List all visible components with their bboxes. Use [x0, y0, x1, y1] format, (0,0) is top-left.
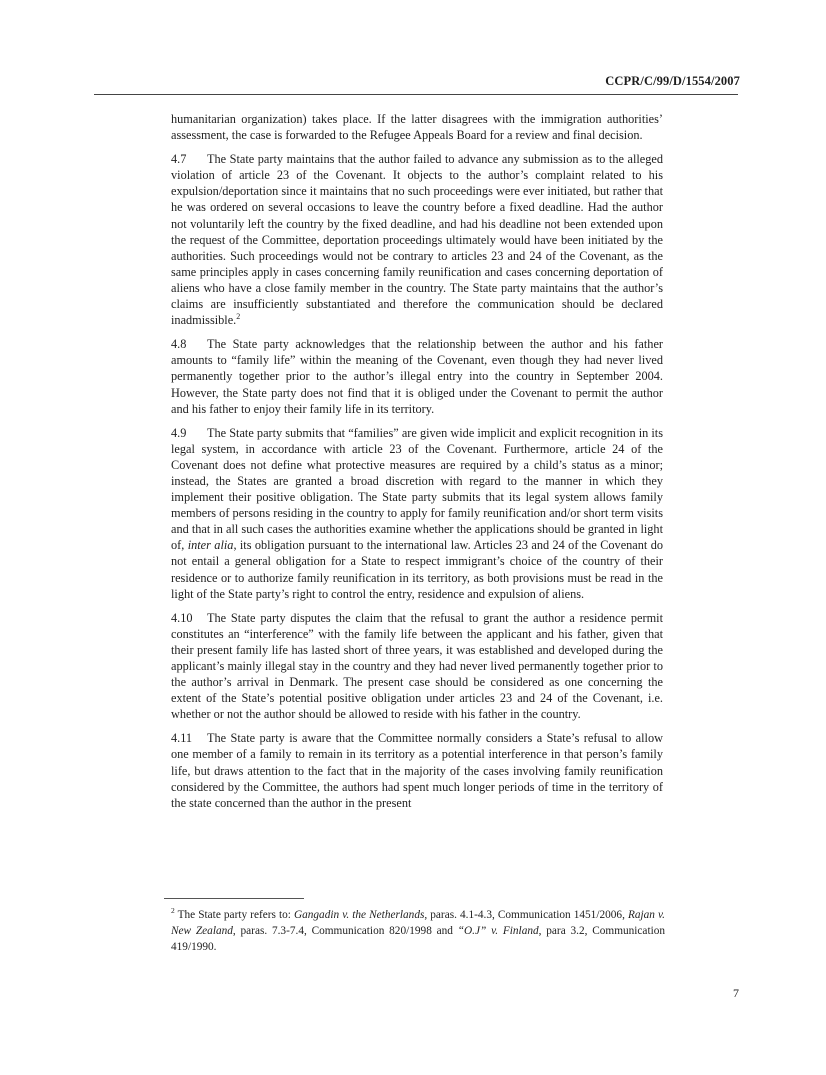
paragraph-number: 4.8: [171, 337, 187, 352]
paragraph-4-9: [171, 425, 663, 602]
paragraph-text: humanitarian organization) takes place. If the latter disagrees with the immigration authorities’ assessment, the case is forwarded to the Refugee Appeals Board for a review and final decision.: [171, 112, 663, 143]
page-number: 7: [733, 986, 739, 1000]
paragraph-text-italic: inter alia: [187, 538, 234, 553]
paragraph-number: 4.11: [171, 731, 193, 746]
paragraph-4-11: [171, 730, 663, 810]
document-symbol: CCPR/C/99/D/1554/2007: [605, 74, 740, 88]
footnote-number: 2: [171, 906, 175, 916]
paragraph-4-10: [171, 610, 663, 723]
paragraph-text: The State party acknowledges that the relationship between the author and his father amounts to “family life” within the meaning of the Covenant, even though they had never lived permanently together prior to the author’s illegal entry into the country in September 2004. However, the State party does not find that it is obliged under the Covenant to permit the author and his father to enjoy their family life in its territory.: [171, 337, 663, 416]
paragraph-number: 4.10: [171, 610, 193, 625]
paragraph-number: 4.9: [171, 425, 187, 440]
paragraph-text: The State party maintains that the author failed to advance any submission as to the alleged violation of article 23 of the Covenant. It objects to the author’s complaint related to his expulsion/deportation since it maintains that no such proceedings were ever initiated, but rather that he was ordered on several occasions to leave the country before a fixed deadline. Had the author not voluntarily left the country by the fixed deadline, and had his deadline not been extended upon the request of the Committee, deportation proceedings ultimately would have been initiated by the authorities. Such proceedings would not be contrary to articles 23 and 24 of the Covenant, as the same principles apply in cases concerning family reunification and cases concerning deportation of aliens who have a close family member in the country. The State party maintains that the author’s claims are insufficiently substantiated and therefore the communication should be declared inadmissible.: [171, 152, 663, 328]
paragraph-text: , its obligation pursuant to the international law. Articles 23 and 24 of the Covenant do not entail a general obligation for a State to respect immigrant’s choice of the country of their residence or to authorize family reunification in its territory, as both provisions must be read in the light of the State party’s right to control the entry, residence and expulsion of aliens.: [171, 538, 663, 601]
footnote-case-name: “O.J” v. Finland: [457, 925, 539, 937]
footnote-text: The State party refers to:: [177, 909, 294, 921]
paragraph-text: The State party is aware that the Committee normally considers a State’s refusal to allow one member of a family to remain in its territory as a potential interference in that person’s family life, but draws attention to the fact that in the majority of the cases involving family reunification considered by the Committee, the authors had spent much longer periods of time in the territory of the state concerned than the author in the present: [171, 731, 663, 810]
paragraph-continuation: [171, 111, 663, 143]
body-text: [171, 111, 663, 819]
footnote-rule: [164, 898, 304, 899]
footnote-text: , paras. 4.1-4.3, Communication 1451/2006,: [424, 909, 628, 921]
paragraph-4-8: [171, 336, 663, 416]
footnote-reference[interactable]: 2: [236, 312, 241, 322]
footnote-case-name: Rajan v. New Zealand: [171, 909, 666, 937]
header-rule: [94, 94, 738, 95]
paragraph-number: 4.7: [171, 152, 187, 167]
footnote-text: , paras. 7.3-7.4, Communication 820/1998 and: [232, 925, 458, 937]
footnote-text: , para 3.2, Communication 419/1990.: [171, 925, 666, 953]
paragraph-text: The State party submits that “families” are given wide implicit and explicit recognition in its legal system, in accordance with article 23 of the Covenant. Furthermore, article 24 of the Covenant does not define what protective measures are required by a child’s status as a minor; instead, the States are granted a broad discretion with regard to the manner in which they implement their positive obligation. The State party submits that its legal system allows family members of persons residing in the country to apply for family reunification and/or short term visits and that in all such cases the authorities examine whether the applications should be granted in light of,: [171, 425, 663, 553]
paragraph-text: The State party disputes the claim that the refusal to grant the author a residence permit constitutes an “interference” with the family life between the applicant and his father, given that their present family life has lasted short of three years, it was established and developed during the applicant’s mainly illegal stay in the country and they had never lived permanently together prior to the author’s arrival in Denmark. The present case should be considered as one concerning the extent of the State’s potential positive obligation under articles 23 and 24 of the Covenant, i.e. whether or not the author should be allowed to reside with his father in the country.: [171, 610, 663, 722]
footnote-case-name: Gangadin v. the Netherlands: [293, 909, 425, 921]
paragraph-4-7: [171, 151, 663, 328]
footnote: [171, 907, 665, 955]
